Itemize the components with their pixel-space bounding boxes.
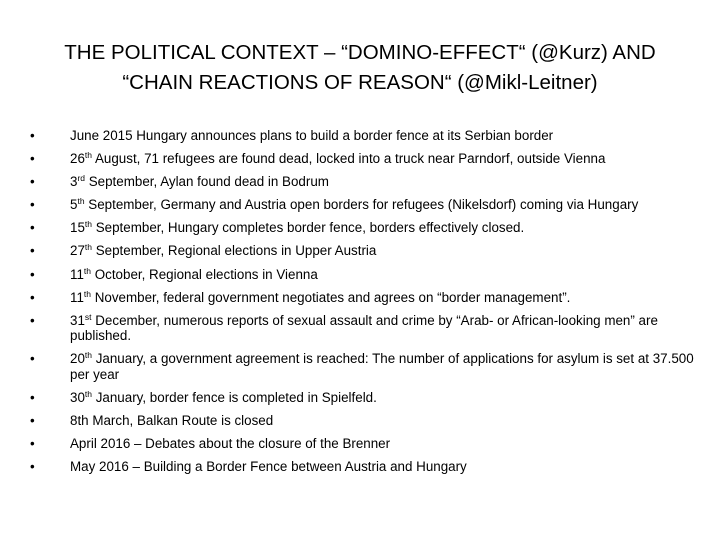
item-text: 31 xyxy=(70,312,85,328)
bullet-icon: • xyxy=(30,174,35,190)
timeline-item xyxy=(28,128,708,144)
item-text: 15 xyxy=(70,220,85,236)
ordinal-suffix: th xyxy=(83,288,91,299)
item-text-rest: January, border fence is completed in Spielfeld. xyxy=(92,389,377,405)
ordinal-suffix: th xyxy=(77,196,85,207)
ordinal-suffix: th xyxy=(84,219,92,230)
timeline-item xyxy=(28,197,708,213)
bullet-icon: • xyxy=(30,197,35,213)
item-text: May 2016 – Building a Border Fence between Austria and Hungary xyxy=(70,459,467,475)
ordinal-suffix: st xyxy=(84,311,92,322)
item-text: April 2016 – Debates about the closure of the Brenner xyxy=(70,436,391,452)
timeline-item xyxy=(28,436,708,452)
item-text-rest: September, Regional elections in Upper Austria xyxy=(92,243,377,259)
item-text: 26 xyxy=(70,151,85,167)
bullet-icon: • xyxy=(30,220,35,236)
timeline-item xyxy=(28,413,708,429)
item-text: 8th March, Balkan Route is closed xyxy=(70,413,274,429)
timeline-item xyxy=(28,351,708,382)
item-text: 27 xyxy=(70,243,85,259)
item-text-rest: January, a government agreement is reached: The number of applications for asylum is set at 37.500 per year xyxy=(70,351,694,382)
item-text-rest: September, Aylan found dead in Bodrum xyxy=(85,174,329,190)
timeline-item xyxy=(28,459,708,475)
timeline-item xyxy=(28,151,708,167)
ordinal-suffix: th xyxy=(84,242,92,253)
item-text: 11 xyxy=(70,289,84,305)
ordinal-suffix: th xyxy=(84,388,92,399)
ordinal-suffix: th xyxy=(83,265,91,276)
title-line-1: THE POLITICAL CONTEXT – “DOMINO-EFFECT“ (@Kurz) AND xyxy=(64,41,656,64)
item-text: 11 xyxy=(70,266,84,282)
bullet-icon: • xyxy=(30,312,35,328)
slide-title xyxy=(40,38,680,98)
timeline-item xyxy=(28,290,708,306)
timeline-item xyxy=(28,313,708,344)
bullet-icon: • xyxy=(30,436,35,452)
item-text-rest: October, Regional elections in Vienna xyxy=(91,266,318,282)
bullet-icon: • xyxy=(30,151,35,167)
item-text: 5 xyxy=(70,197,78,213)
bullet-icon: • xyxy=(30,243,35,259)
bullet-icon: • xyxy=(30,128,35,143)
item-text: June 2015 Hungary announces plans to build a border fence at its Serbian border xyxy=(70,128,554,143)
item-text-rest: December, numerous reports of sexual assault and crime by “Arab- or African-looking men” are published. xyxy=(70,312,658,344)
ordinal-suffix: th xyxy=(84,350,92,361)
item-text: 30 xyxy=(70,389,85,405)
bullet-icon: • xyxy=(30,289,35,305)
title-line-2: “CHAIN REACTIONS OF REASON“ (@Mikl-Leitner) xyxy=(122,71,598,94)
item-text-rest: August, 71 refugees are found dead, locked into a truck near Parndorf, outside Vienna xyxy=(92,151,606,167)
item-text-rest: November, federal government negotiates and agrees on “border management”. xyxy=(91,289,571,305)
item-text: 3 xyxy=(70,174,78,190)
bullet-icon: • xyxy=(30,351,35,367)
timeline-item xyxy=(28,174,708,190)
item-text-rest: September, Germany and Austria open borders for refugees (Nikelsdorf) coming via Hungary xyxy=(84,197,639,213)
item-text-rest: September, Hungary completes border fence, borders effectively closed. xyxy=(92,220,525,236)
bullet-icon: • xyxy=(30,389,35,405)
timeline-list xyxy=(28,128,708,482)
timeline-item xyxy=(28,220,708,236)
timeline-item xyxy=(28,267,708,283)
bullet-icon: • xyxy=(30,266,35,282)
bullet-icon: • xyxy=(30,459,35,475)
timeline-item xyxy=(28,390,708,406)
item-text: 20 xyxy=(70,351,85,367)
ordinal-suffix: rd xyxy=(77,173,86,184)
ordinal-suffix: th xyxy=(84,150,92,161)
timeline-item xyxy=(28,243,708,259)
bullet-icon: • xyxy=(30,413,35,429)
